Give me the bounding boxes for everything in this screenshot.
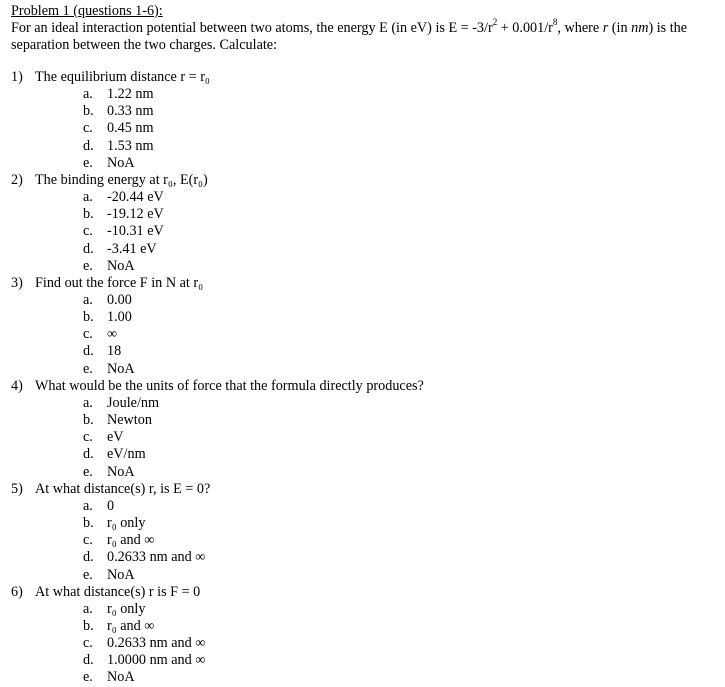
option-item	[11, 652, 717, 669]
question-list	[11, 69, 717, 687]
intro-var-r: r	[602, 20, 609, 36]
option-letter: a.	[83, 86, 93, 102]
option-letter: c.	[83, 532, 93, 549]
option-letter: e.	[83, 566, 93, 583]
question-2	[11, 172, 717, 275]
option-text: -10.31 eV	[107, 223, 164, 240]
option-item	[11, 395, 717, 412]
option-letter: b.	[83, 206, 94, 223]
option-item	[11, 241, 717, 258]
option-letter: b.	[83, 309, 94, 326]
option-item	[11, 189, 717, 206]
option-item	[11, 549, 717, 566]
question-5	[11, 481, 717, 584]
question-3	[11, 275, 717, 378]
problem-page	[11, 3, 717, 687]
option-text: r₀ and ∞	[107, 532, 155, 549]
option-text: r₀ and ∞	[107, 617, 155, 634]
option-item	[11, 120, 717, 137]
option-letter: a.	[83, 600, 93, 617]
option-item	[11, 86, 717, 103]
option-letter: d.	[83, 240, 94, 257]
problem-title: Problem 1 (questions 1-6):	[11, 3, 163, 19]
option-letter: c.	[83, 223, 93, 240]
option-item	[11, 155, 717, 172]
option-list	[11, 601, 717, 687]
option-text: 0.00	[107, 291, 132, 308]
question-text: The binding energy at r₀, E(r₀)	[35, 171, 208, 188]
option-item	[11, 223, 717, 240]
option-text: NoA	[107, 360, 135, 377]
option-list	[11, 498, 717, 584]
option-letter: d.	[83, 549, 94, 566]
option-letter: e.	[83, 463, 93, 480]
option-letter: d.	[83, 343, 94, 360]
option-text: 0.2633 nm and ∞	[107, 549, 206, 566]
option-item	[11, 258, 717, 275]
option-item	[11, 138, 717, 155]
option-letter: e.	[83, 360, 93, 377]
option-text: 0.45 nm	[107, 120, 154, 137]
option-text: NoA	[107, 566, 135, 583]
option-text: ∞	[107, 326, 118, 343]
option-letter: b.	[83, 412, 94, 428]
option-text: eV/nm	[107, 446, 146, 463]
question-text: At what distance(s) r is F = 0	[35, 583, 201, 600]
option-text: NoA	[107, 669, 135, 686]
option-text: Newton	[107, 412, 152, 428]
option-letter: d.	[83, 446, 94, 463]
option-letter: e.	[83, 669, 93, 686]
option-item	[11, 412, 717, 429]
option-text: r₀ only	[107, 600, 146, 617]
option-letter: a.	[83, 291, 93, 308]
option-text: -3.41 eV	[107, 240, 157, 257]
intro-unit-nm: nm	[631, 20, 649, 36]
question-number: 5)	[11, 480, 23, 497]
option-item	[11, 532, 717, 549]
option-item	[11, 206, 717, 223]
option-letter: c.	[83, 429, 93, 446]
option-item	[11, 103, 717, 120]
question-text: The equilibrium distance r = r₀	[35, 69, 210, 85]
option-letter: d.	[83, 652, 94, 669]
question-number: 6)	[11, 583, 23, 600]
exponent-8: 8	[552, 17, 558, 28]
question-text: At what distance(s) r, is E = 0?	[35, 480, 211, 497]
option-item	[11, 567, 717, 584]
option-item	[11, 326, 717, 343]
question-number: 3)	[11, 274, 23, 291]
spacer	[11, 54, 717, 69]
option-letter: a.	[83, 188, 93, 205]
option-letter: b.	[83, 617, 94, 634]
question-1	[11, 69, 717, 172]
option-item	[11, 429, 717, 446]
question-6	[11, 584, 717, 687]
option-list	[11, 395, 717, 481]
option-text: 1.00	[107, 309, 132, 326]
option-text: -19.12 eV	[107, 206, 164, 223]
option-item	[11, 292, 717, 309]
option-letter: e.	[83, 257, 93, 274]
option-item	[11, 515, 717, 532]
option-item	[11, 669, 717, 686]
option-item	[11, 464, 717, 481]
option-text: 0.2633 nm and ∞	[107, 635, 206, 652]
intro-part-d: (in	[608, 20, 632, 36]
option-text: 0	[107, 497, 115, 514]
question-text: What would be the units of force that the formula directly produces?	[35, 377, 424, 394]
option-item	[11, 361, 717, 378]
option-text: r₀ only	[107, 514, 146, 531]
option-letter: c.	[83, 326, 93, 343]
option-text: NoA	[107, 463, 135, 480]
option-text: 1.53 nm	[107, 137, 154, 154]
option-text: 1.22 nm	[107, 86, 154, 102]
option-letter: b.	[83, 514, 94, 531]
option-text: 0.33 nm	[107, 103, 154, 120]
option-item	[11, 601, 717, 618]
option-item	[11, 635, 717, 652]
option-text: NoA	[107, 257, 135, 274]
question-number: 1)	[11, 69, 23, 85]
option-item	[11, 343, 717, 360]
option-text: Joule/nm	[107, 394, 160, 411]
question-number: 2)	[11, 171, 23, 188]
option-letter: c.	[83, 635, 93, 652]
option-text: 1.0000 nm and ∞	[107, 652, 206, 669]
option-text: NoA	[107, 154, 135, 171]
option-text: -20.44 eV	[107, 188, 164, 205]
option-text: 18	[107, 343, 122, 360]
option-item	[11, 498, 717, 515]
option-list	[11, 86, 717, 172]
option-item	[11, 618, 717, 635]
question-number: 4)	[11, 377, 23, 394]
intro-part-b: + 0.001/r	[497, 20, 553, 36]
exponent-2: 2	[492, 17, 498, 28]
option-letter: b.	[83, 103, 94, 120]
option-item	[11, 309, 717, 326]
option-letter: c.	[83, 120, 93, 137]
option-list	[11, 189, 717, 275]
intro-part-c: , where	[557, 20, 603, 36]
option-letter: a.	[83, 394, 93, 411]
intro-part-e: ) is the separation between the two charges. Calculate:	[11, 20, 688, 53]
option-text: eV	[107, 429, 124, 446]
option-list	[11, 292, 717, 378]
question-4	[11, 378, 717, 481]
option-letter: a.	[83, 497, 93, 514]
option-letter: d.	[83, 137, 94, 154]
option-letter: e.	[83, 154, 93, 171]
intro-part-a: For an ideal interaction potential between two atoms, the energy E (in eV) is E = -3/r	[11, 20, 493, 36]
question-text: Find out the force F in N at r₀	[35, 274, 204, 291]
problem-intro	[11, 17, 717, 54]
option-item	[11, 446, 717, 463]
